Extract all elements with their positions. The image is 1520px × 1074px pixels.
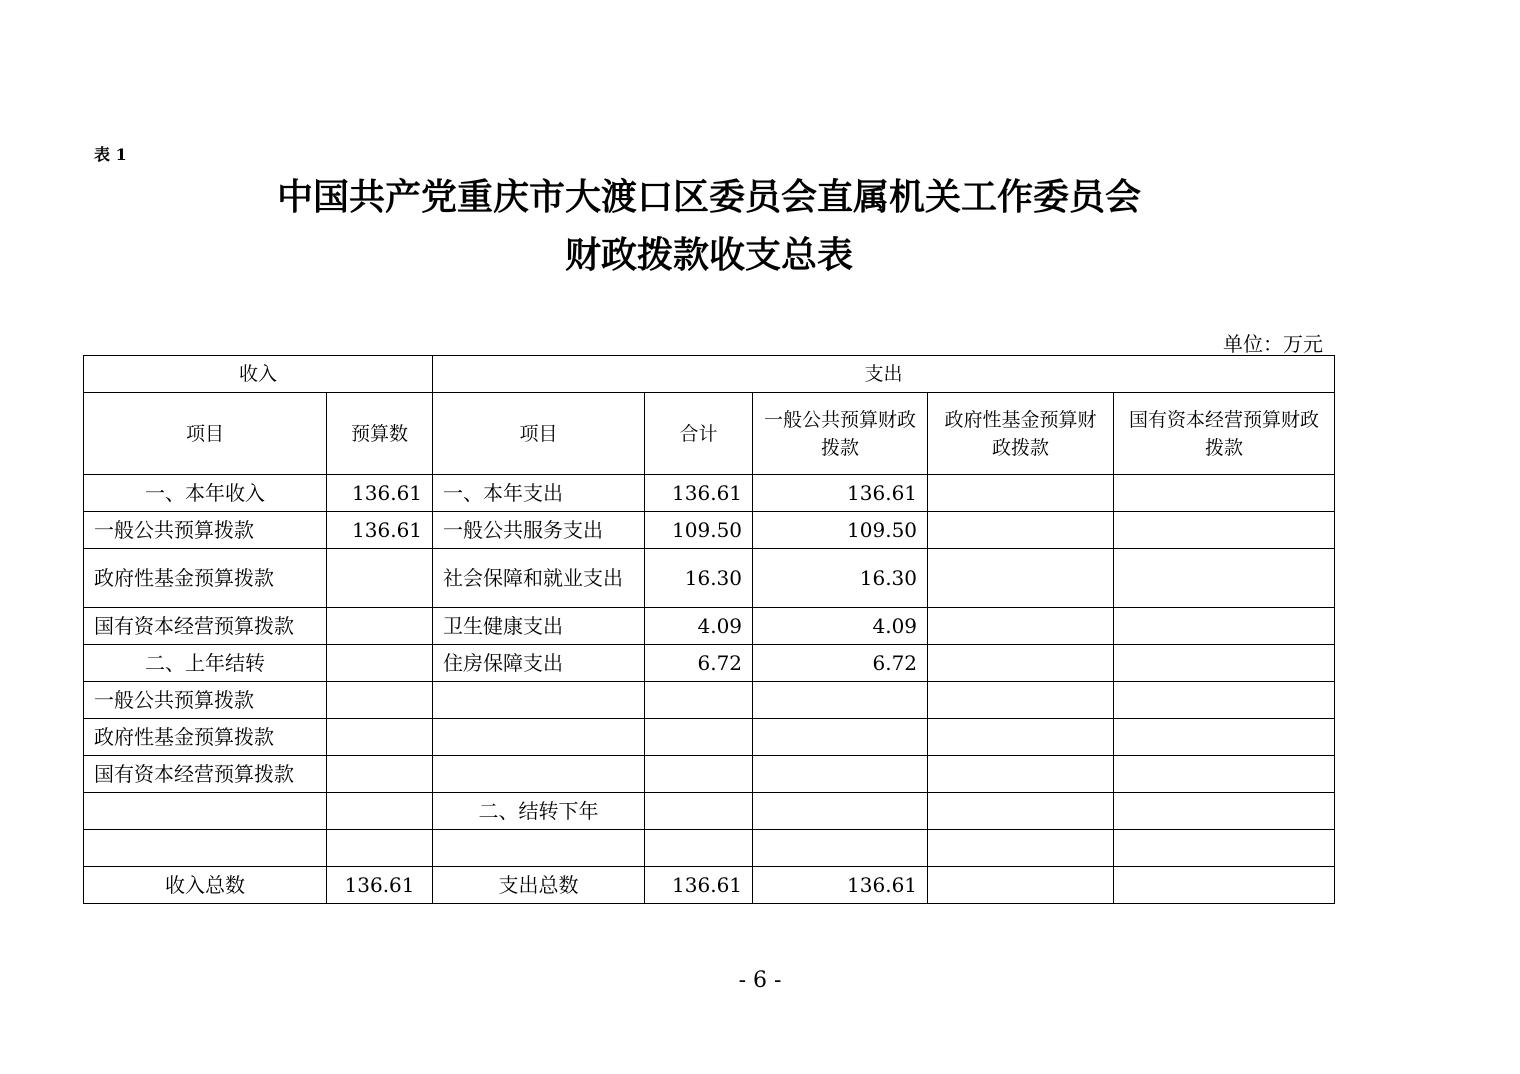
expenditure-fund bbox=[928, 608, 1114, 645]
page-title: 中国共产党重庆市大渡口区委员会直属机关工作委员会 bbox=[276, 177, 1141, 218]
income-item: 国有资本经营预算拨款 bbox=[84, 608, 327, 645]
expenditure-total bbox=[645, 830, 753, 867]
table-row bbox=[84, 512, 1335, 549]
expenditure-fund bbox=[928, 756, 1114, 793]
page-number: - 6 - bbox=[738, 968, 782, 993]
income-budget bbox=[327, 793, 433, 830]
expenditure-total bbox=[645, 756, 753, 793]
expenditure-fund bbox=[928, 830, 1114, 867]
income-item bbox=[84, 793, 327, 830]
header-income: 收入 bbox=[84, 356, 433, 393]
expenditure-fund bbox=[928, 549, 1114, 608]
expenditure-general: 16.30 bbox=[753, 549, 928, 608]
header-total: 合计 bbox=[645, 393, 753, 475]
expenditure-state bbox=[1114, 756, 1335, 793]
expenditure-item: 卫生健康支出 bbox=[433, 608, 645, 645]
income-budget bbox=[327, 682, 433, 719]
expenditure-state bbox=[1114, 645, 1335, 682]
expenditure-fund bbox=[928, 645, 1114, 682]
expenditure-general: 6.72 bbox=[753, 645, 928, 682]
expenditure-total: 6.72 bbox=[645, 645, 753, 682]
expenditure-total: 16.30 bbox=[645, 549, 753, 608]
expenditure-item: 支出总数 bbox=[433, 867, 645, 904]
income-budget bbox=[327, 830, 433, 867]
table-row bbox=[84, 645, 1335, 682]
expenditure-general bbox=[753, 793, 928, 830]
budget-table bbox=[83, 355, 1335, 904]
expenditure-state bbox=[1114, 867, 1335, 904]
expenditure-item: 社会保障和就业支出 bbox=[433, 549, 645, 608]
income-budget bbox=[327, 608, 433, 645]
table-row bbox=[84, 793, 1335, 830]
expenditure-item bbox=[433, 719, 645, 756]
income-budget: 136.61 bbox=[327, 475, 433, 512]
income-budget: 136.61 bbox=[327, 512, 433, 549]
expenditure-state bbox=[1114, 475, 1335, 512]
expenditure-item: 一、本年支出 bbox=[433, 475, 645, 512]
header-expenditure: 支出 bbox=[433, 356, 1335, 393]
expenditure-general: 136.61 bbox=[753, 475, 928, 512]
expenditure-state bbox=[1114, 793, 1335, 830]
expenditure-total bbox=[645, 682, 753, 719]
header-budget: 预算数 bbox=[327, 393, 433, 475]
table-row-totals bbox=[84, 867, 1335, 904]
expenditure-total: 136.61 bbox=[645, 867, 753, 904]
table-row bbox=[84, 719, 1335, 756]
table-row bbox=[84, 830, 1335, 867]
income-item bbox=[84, 830, 327, 867]
header-fund: 政府性基金预算财政拨款 bbox=[928, 393, 1114, 475]
income-item: 国有资本经营预算拨款 bbox=[84, 756, 327, 793]
header-state-capital: 国有资本经营预算财政拨款 bbox=[1114, 393, 1335, 475]
expenditure-state bbox=[1114, 608, 1335, 645]
expenditure-item: 一般公共服务支出 bbox=[433, 512, 645, 549]
expenditure-fund bbox=[928, 793, 1114, 830]
income-item: 一般公共预算拨款 bbox=[84, 682, 327, 719]
table-label: 表 1 bbox=[94, 145, 127, 164]
income-item: 政府性基金预算拨款 bbox=[84, 719, 327, 756]
expenditure-fund bbox=[928, 475, 1114, 512]
header-item2: 项目 bbox=[433, 393, 645, 475]
table-row bbox=[84, 608, 1335, 645]
expenditure-total: 136.61 bbox=[645, 475, 753, 512]
table-row bbox=[84, 475, 1335, 512]
income-budget bbox=[327, 549, 433, 608]
expenditure-general: 109.50 bbox=[753, 512, 928, 549]
expenditure-total: 4.09 bbox=[645, 608, 753, 645]
expenditure-general bbox=[753, 830, 928, 867]
expenditure-general: 136.61 bbox=[753, 867, 928, 904]
expenditure-item: 住房保障支出 bbox=[433, 645, 645, 682]
expenditure-state bbox=[1114, 719, 1335, 756]
expenditure-item bbox=[433, 682, 645, 719]
expenditure-item bbox=[433, 756, 645, 793]
income-budget bbox=[327, 719, 433, 756]
header-general: 一般公共预算财政拨款 bbox=[753, 393, 928, 475]
income-item: 收入总数 bbox=[84, 867, 327, 904]
income-item: 一、本年收入 bbox=[84, 475, 327, 512]
expenditure-total: 109.50 bbox=[645, 512, 753, 549]
expenditure-fund bbox=[928, 719, 1114, 756]
table-row bbox=[84, 756, 1335, 793]
header-item: 项目 bbox=[84, 393, 327, 475]
expenditure-fund bbox=[928, 512, 1114, 549]
header-row-columns bbox=[84, 393, 1335, 475]
table-row bbox=[84, 682, 1335, 719]
expenditure-total bbox=[645, 719, 753, 756]
page-subtitle: 财政拨款收支总表 bbox=[564, 235, 853, 276]
income-item: 政府性基金预算拨款 bbox=[84, 549, 327, 608]
expenditure-state bbox=[1114, 512, 1335, 549]
expenditure-state bbox=[1114, 682, 1335, 719]
expenditure-general bbox=[753, 682, 928, 719]
expenditure-general: 4.09 bbox=[753, 608, 928, 645]
income-budget bbox=[327, 756, 433, 793]
income-budget: 136.61 bbox=[327, 867, 433, 904]
expenditure-item: 二、结转下年 bbox=[433, 793, 645, 830]
header-row-groups bbox=[84, 356, 1335, 393]
expenditure-item bbox=[433, 830, 645, 867]
expenditure-fund bbox=[928, 682, 1114, 719]
expenditure-fund bbox=[928, 867, 1114, 904]
table-row bbox=[84, 549, 1335, 608]
expenditure-general bbox=[753, 756, 928, 793]
expenditure-general bbox=[753, 719, 928, 756]
income-item: 一般公共预算拨款 bbox=[84, 512, 327, 549]
income-item: 二、上年结转 bbox=[84, 645, 327, 682]
expenditure-total bbox=[645, 793, 753, 830]
unit-label: 单位：万元 bbox=[1223, 332, 1323, 356]
expenditure-state bbox=[1114, 830, 1335, 867]
income-budget bbox=[327, 645, 433, 682]
expenditure-state bbox=[1114, 549, 1335, 608]
